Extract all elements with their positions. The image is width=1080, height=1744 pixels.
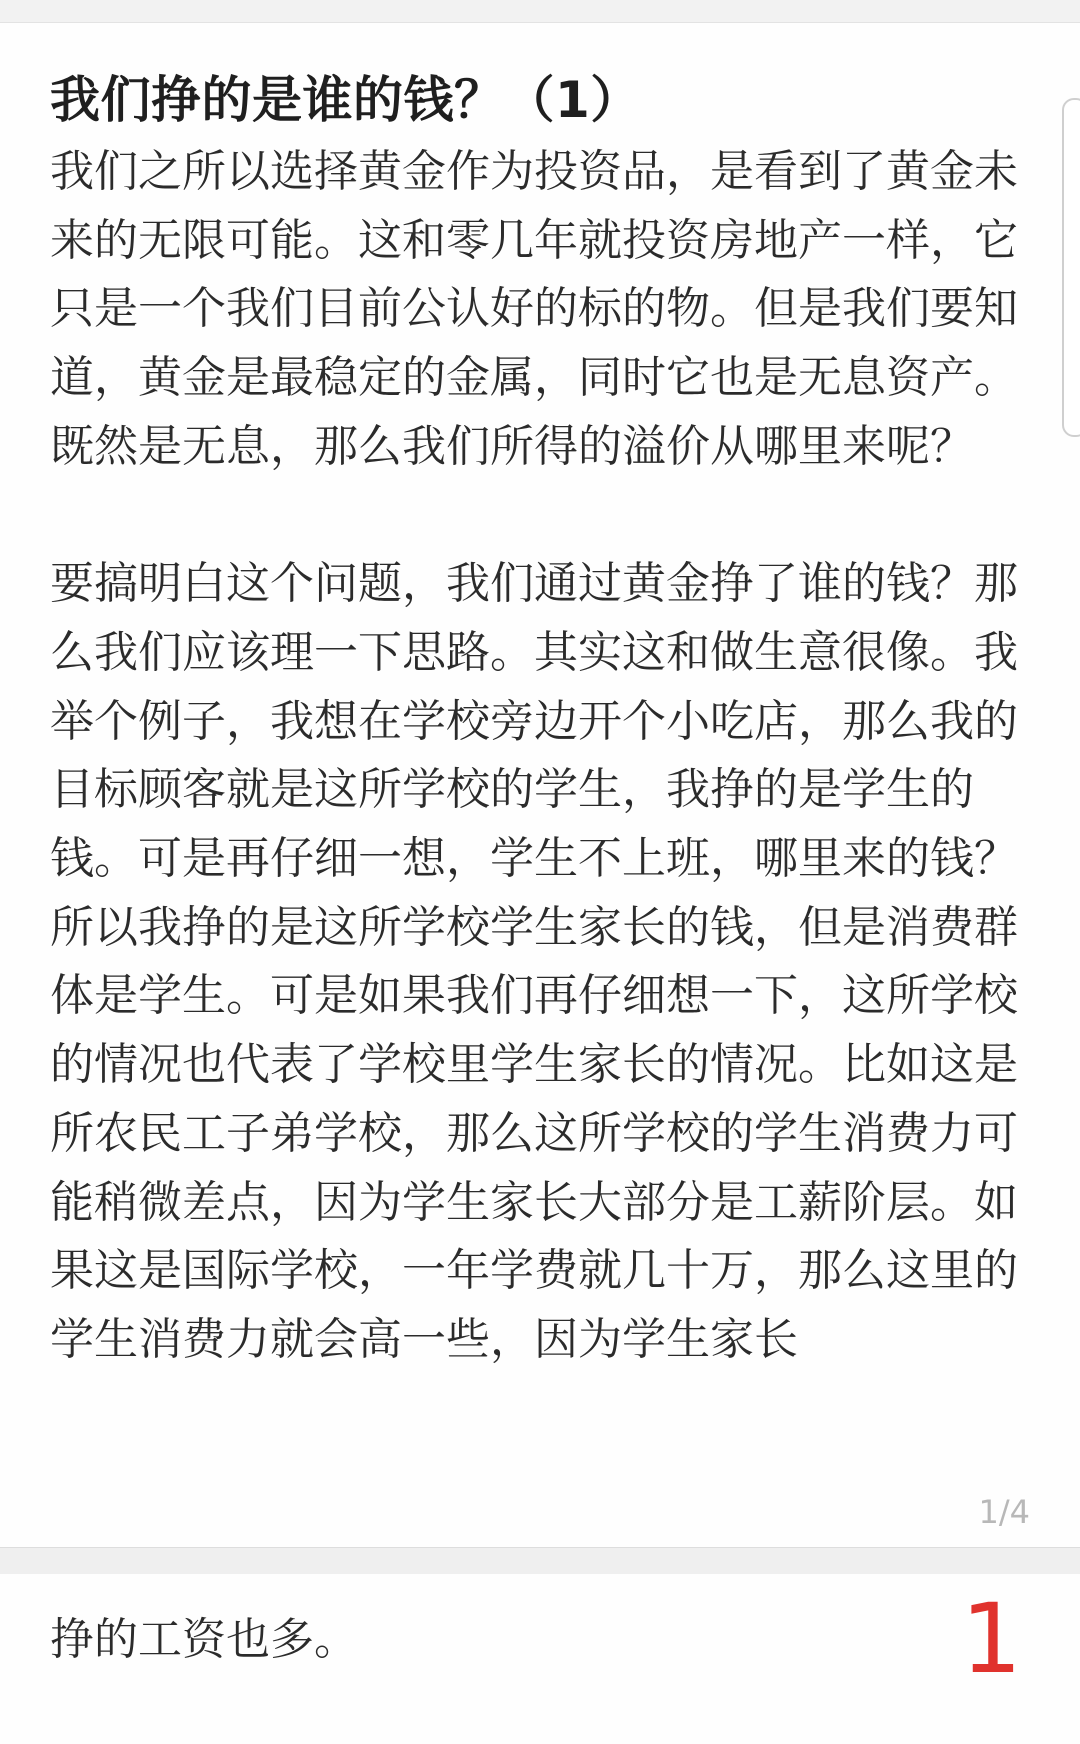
paragraph-2: 要搞明白这个问题，我们通过黄金挣了谁的钱？那么我们应该理一下思路。其实这和做生意很像。我举个例子，我想在学校旁边开个小吃店，那么我的目标顾客就是这所学校的学生，我挣的是学生的钱。可是再仔细一想，学生不上班，哪里来的钱？所以我挣的是这所学校学生家长的钱，但是消费群体是学生。可是如果我们再仔细想一下，这所学校的情况也代表了学校里学生家长的情况。比如这是所农民工子弟学校，那么这所学校的学生消费力可能稍微差点，因为学生家长大部分是工薪阶层。如果这是国际学校，一年学费就几十万，那么这里的学生消费力就会高一些，因为学生家长 [50,558,1018,1365]
page-number: 1 [960,1583,1022,1695]
page-divider [0,1547,1080,1575]
next-page-text: 挣的工资也多。 [50,1614,358,1665]
article-body [50,138,1020,1375]
paragraph-1: 我们之所以选择黄金作为投资品，是看到了黄金未来的无限可能。这和零几年就投资房地产一样，它只是一个我们目前公认好的标的物。但是我们要知道，黄金是最稳定的金属，同时它也是无息资产。既然是无息，那么我们所得的溢价从哪里来呢？ [50,146,1018,472]
page-indicator: 1/4 [978,1493,1030,1531]
top-bar [0,0,1080,23]
article-title: 我们挣的是谁的钱？（1） [50,71,641,129]
scroll-handle[interactable] [1062,98,1080,437]
page-card-2[interactable] [0,1574,1080,1744]
page-card-1[interactable] [0,23,1080,1547]
